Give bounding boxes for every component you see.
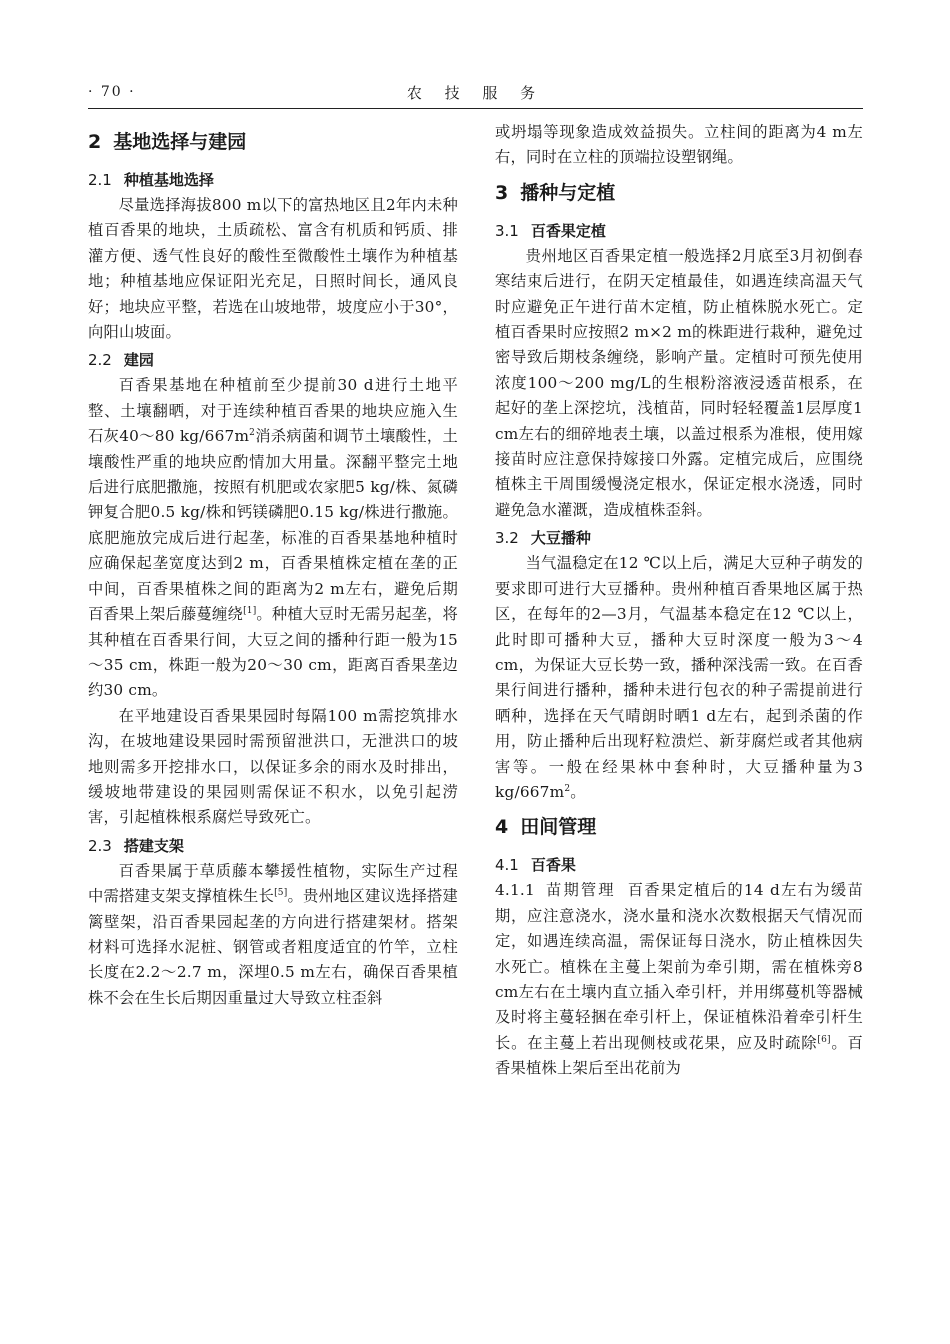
section-4-1-heading: 4.1 百香果 [495, 856, 576, 875]
section-2-heading: 2 基地选择与建园 [88, 131, 247, 153]
section-3-2-paragraph: 当气温稳定在12 ℃以上后，满足大豆种子萌发的要求即可进行大豆播种。贵州种植百香果地区属于热区，在每年的2—3月，气温基本稳定在12 ℃以上，此时即可播种大豆，播种大豆时深度一般为3～4 cm，为保证大豆长势一致，播种深浅需一致。在百香果行间进行播种，播种未进行包衣的种子需提前进行晒种，选择在天气晴朗时晒1 d左右，起到杀菌的作用，防止播种后出现籽粒溃烂、新芽腐烂或者其他病害等。一般在经果林中套种时，大豆播种量为3 $kg/667m^2$。 [495, 554, 863, 801]
section-2-2-heading: 2.2 建园 [88, 351, 154, 370]
page-header [88, 80, 863, 109]
section-3-2-heading: 3.2 大豆播种 [495, 529, 591, 548]
section-3-1-paragraph: 贵州地区百香果定植一般选择2月底至3月初倒春寒结束后进行，在阴天定植最佳，如遇连续高温天气时应避免正午进行苗木定植，防止植株脱水死亡。定植百香果时应按照2 m×2 m的株距进行栽种，避免过密导致后期枝条缠绕，影响产量。定植时可预先使用浓度100～200 mg/L的生根粉溶液浸透苗根系，在起好的垄上深挖坑，浅植苗，同时轻轻覆盖1层厚度1 cm左右的细碎地表土壤，以盖过根系为准根，使用嫁接苗时应注意保持嫁接口外露。定植完成后，应围绕植株主干周围缓慢浇定根水，保证定根水浇透，同时避免急水灌溉，造成植株歪斜。 [495, 246, 863, 519]
superscript: 2 [564, 783, 571, 794]
citation-ref: [1] [243, 606, 257, 617]
subsection-title: 苗期管理 [544, 881, 616, 900]
section-2-1-heading: 2.1 种植基地选择 [88, 171, 214, 189]
section-2-2-paragraph-2: 在平地建设百香果果园时每隔100 m需挖筑排水沟，在坡地建设果园时需预留泄洪口，无泄洪口的坡地则需多开挖排水口，以保证多余的雨水及时排出，缓坡地带建设的果园则需保证不积水，以免引起涝害，引起植株根系腐烂导致死亡。 [88, 706, 458, 827]
section-3-heading: 3 播种与定植 [495, 181, 616, 204]
section-4-1-1-paragraph: 4.1.1 苗期管理 百香果定植后的14 d左右为缓苗期，应注意浇水，浇水量和浇水次数根据天气情况而定，如遇连续高温，需保证每日浇水，防止植株因失水死亡。植株在主蔓上架前为牵引期，需在植株旁8 cm左右在土壤内直立插入牵引杆，并用绑蔓机等器械及时将主蔓轻捆在牵引杆上，保证植株沿着牵引杆生长。在主蔓上若出现侧枝或花果，应及时疏除[6]。百香果植株上架后至出花前为 [495, 881, 863, 1078]
page-number: · 70 · [88, 84, 136, 100]
section-4-heading: 4 田间管理 [495, 816, 597, 839]
section-2-3-heading: 2.3 搭建支架 [88, 836, 184, 855]
continued-paragraph: 或坍塌等现象造成效益损失。立柱间的距离为4 m左右，同时在立柱的顶端拉设塑钢绳。 [495, 123, 863, 167]
citation-ref: [6] [817, 1034, 831, 1045]
section-2-3-paragraph: 百香果属于草质藤本攀援性植物，实际生产过程中需搭建支架支撑植株生长[5]。贵州地区建议选择搭建篱壁架，沿百香果园起垄的方向进行搭建架材。搭架材料可选择水泥桩、钢管或者粗度适宜的竹竿，立柱长度在2.2～2.7 m，深埋0.5 m左右，确保百香果植株不会在生长后期因重量过大导致立柱歪斜 [88, 861, 459, 1007]
subsection-number: 4.1.1 [495, 881, 535, 900]
right-column [495, 120, 863, 1082]
section-2-1-paragraph: 尽量选择海拔800 m以下的富热地区且2年内未种植百香果的地块，土质疏松、富含有机质和钙质、排灌方便、透气性良好的酸性至微酸性土壤作为种植基地；种植基地应保证阳光充足，日照时间长，通风良好；地块应平整，若选在山坡地带，坡度应小于30°，向阳山坡面。 [88, 196, 458, 342]
left-column [88, 120, 458, 1011]
superscript: 2 [249, 428, 256, 439]
citation-ref: [5] [274, 888, 288, 899]
journal-title: 农 技 服 务 [406, 84, 545, 102]
section-2-2-paragraph-1: 百香果基地在种植前至少提前30 d进行土地平整、土壤翻晒，对于连续种植百香果的地块应施入生石灰40～80 $kg/667m^2$消杀病菌和调节土壤酸性，土壤酸性严重的地块应酌情加大用量。深翻平整完土地后进行底肥撒施，按照有机肥或农家肥5 kg/株、氮磷钾复合肥0.5 kg/株和钙镁磷肥0.15 kg/株进行撒施。底肥施放完成后进行起垄，标准的百香果基地种植时应确保起垄宽度达到2 m，百香果植株定植在垄的正中间，百香果植株之间的距离为2 m左右，避免后期百香果上架后藤蔓缠绕[1]。种植大豆时无需另起垄，将其种植在百香果行间，大豆之间的播种行距一般为15～35 cm，株距一般为20～30 cm，距离百香果垄边约30 cm。 [88, 376, 458, 700]
section-3-1-heading: 3.1 百香果定植 [495, 221, 606, 240]
